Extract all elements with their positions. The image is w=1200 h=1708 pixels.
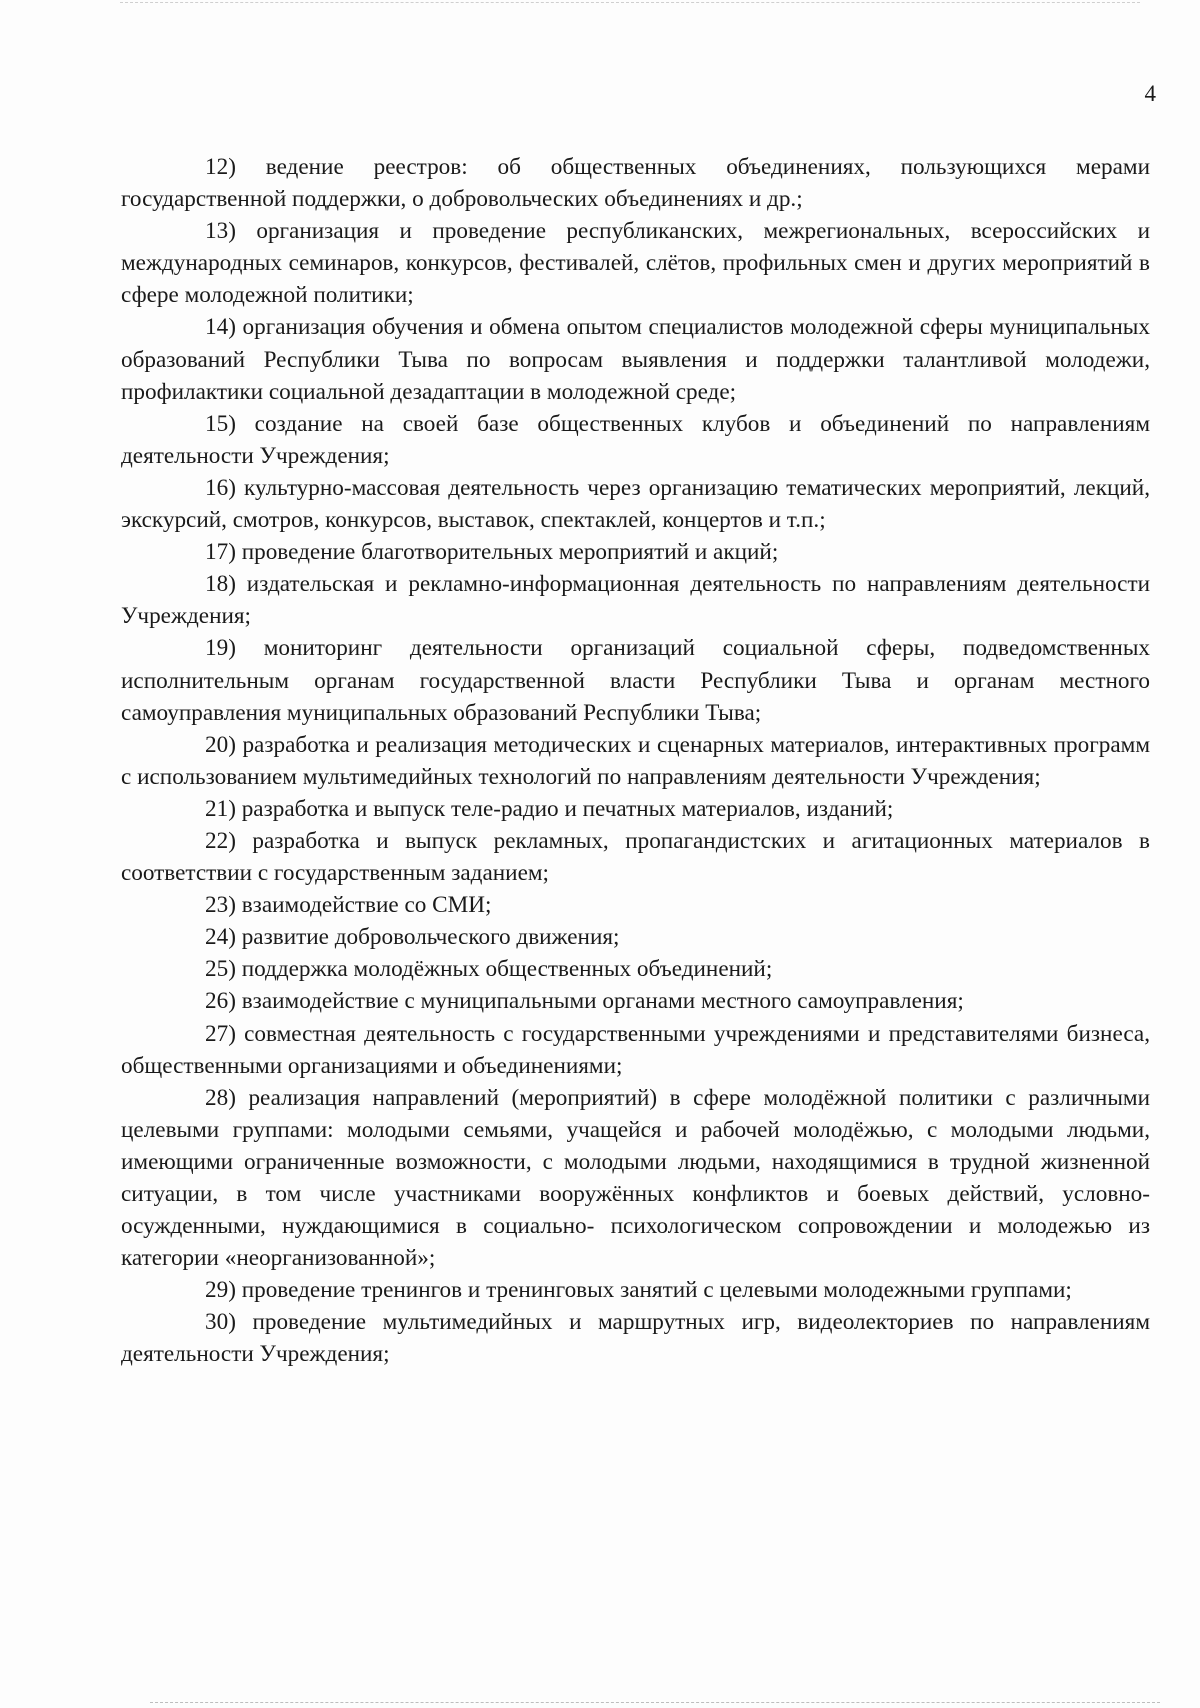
list-item: 30) проведение мультимедийных и маршрутных игр, видеолекториев по направлениям деятельности Учреждения; xyxy=(121,1309,1150,1368)
scan-edge-bottom xyxy=(150,1702,1160,1705)
list-item: 27) совместная деятельность с государственными учреждениями и представителями бизнеса, общественными организациями и объединениями; xyxy=(121,1020,1150,1079)
list-item: 14) организация обучения и обмена опытом специалистов молодежной сферы муниципальных образований Республики Тыва по вопросам выявления и поддержки талантливой молодежи, профилактики социальной дезадаптации в молодежной среде; xyxy=(121,314,1150,405)
list-item: 26) взаимодействие с муниципальными органами местного самоуправления; xyxy=(205,988,964,1015)
list-item: 21) разработка и выпуск теле-радио и печатных материалов, изданий; xyxy=(205,795,894,822)
list-item: 17) проведение благотворительных мероприятий и акций; xyxy=(205,539,779,566)
list-item: 19) мониторинг деятельности организаций социальной сферы, подведомственных исполнительным органам государственной власти Республики Тыва и органам местного самоуправления муниципальных образований Республики Тыва; xyxy=(121,635,1150,726)
list-item: 16) культурно-массовая деятельность через организацию тематических мероприятий, лекций, экскурсий, смотров, конкурсов, выставок, спектаклей, концертов и т.п.; xyxy=(121,474,1150,534)
list-item: 23) взаимодействие со СМИ; xyxy=(205,892,492,919)
list-item: 28) реализация направлений (мероприятий) в сфере молодёжной политики с различными целевыми группами: молодыми семьями, учащейся и рабочей молодёжью, с молодыми людьми, имеющими ограниченные возможности, с молодыми людьми, находящимися в трудной жизненной ситуации, в том числе участниками вооружённых конфликтов и боевых действий, условно-осужденными, нуждающимися в социально- психологическом сопровождении и молодежью из категории «неорганизованной»; xyxy=(121,1084,1150,1272)
page-number: 4 xyxy=(1144,81,1156,106)
list-item: 12) ведение реестров: об общественных объединениях, пользующихся мерами государственной поддержки, о добровольческих объединениях и др.; xyxy=(121,154,1150,213)
list-item: 29) проведение тренингов и тренинговых занятий с целевыми молодежными группами; xyxy=(205,1277,1072,1304)
list-item: 15) создание на своей базе общественных клубов и объединений по направлениям деятельности Учреждения; xyxy=(121,410,1150,469)
list-item: 24) развитие добровольческого движения; xyxy=(205,924,620,951)
list-item: 13) организация и проведение республиканских, межрегиональных, всероссийских и международных семинаров, конкурсов, фестивалей, слётов, профильных смен и других мероприятий в сфере молодежной политики; xyxy=(121,218,1150,309)
list-item: 22) разработка и выпуск рекламных, пропагандистских и агитационных материалов в соответствии с государственным заданием; xyxy=(121,827,1150,887)
list-item: 20) разработка и реализация методических и сценарных материалов, интерактивных программ с использованием мультимедийных технологий по направлениям деятельности Учреждения; xyxy=(121,731,1150,790)
list-item: 25) поддержка молодёжных общественных объединений; xyxy=(205,956,773,983)
list-item: 18) издательская и рекламно-информационная деятельность по направлениям деятельности Учреждения; xyxy=(121,571,1150,630)
scan-edge-top xyxy=(120,2,1140,5)
document-body xyxy=(121,151,1150,1371)
